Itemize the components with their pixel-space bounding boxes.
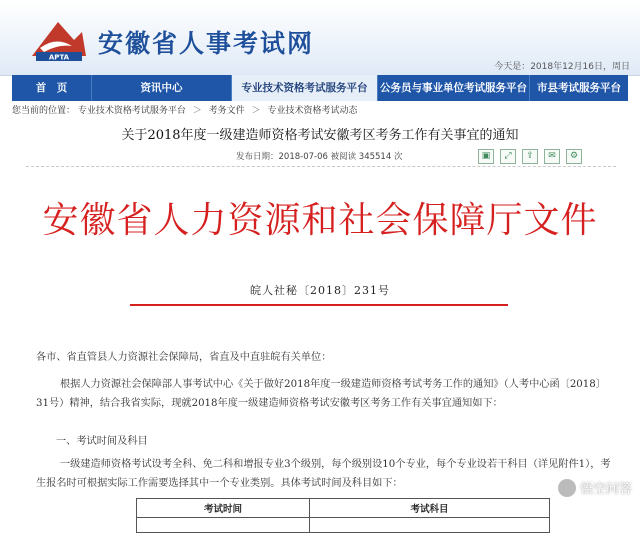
article-meta-row [26, 146, 616, 167]
article-meta: 发布日期：2018-07-06 被阅读 345514 次 [236, 152, 403, 162]
breadcrumb [12, 103, 357, 116]
site-logo[interactable] [28, 18, 90, 62]
red-divider [130, 304, 508, 306]
nav-professional-exams[interactable]: 专业技术资格考试服务平台 [232, 75, 378, 101]
body-paragraph: 一级建造师资格考试设考全科、免二科和增报专业3个级别，每个级别设10个专业，每个专业设若干科目（详见附件1），考生报名时可根据实际工作需要选择其中一个专业类别。具体考试时间及科目如下： [36, 459, 611, 489]
table-header-subject: 考试科目 [310, 499, 550, 518]
section-heading: 一、考试时间及科目 [56, 436, 148, 447]
document-header: 安徽省人力资源和社会保障厅文件 [42, 200, 598, 241]
salutation: 各市、省直管县人力资源社会保障局，省直及中直驻皖有关单位： [36, 352, 332, 363]
article-title: 关于2018年度一级建造师资格考试安徽考区考务工作有关事宜的通知 [121, 128, 519, 143]
breadcrumb-item[interactable]: 考务文件 [208, 106, 245, 116]
current-date: 今天是：2018年12月16日，周日 [494, 62, 630, 72]
share-icon[interactable]: ⇪ [522, 149, 538, 164]
document-number: 皖人社秘〔2018〕231号 [250, 284, 390, 297]
breadcrumb-item[interactable]: 专业技术资格考试服务平台 [77, 106, 186, 116]
comment-icon[interactable]: ✉ [544, 149, 560, 164]
settings-icon[interactable]: ⚙ [566, 149, 582, 164]
wukong-icon [558, 479, 576, 497]
nav-county-exams[interactable]: 市县考试服务平台 [537, 82, 621, 94]
nav-news[interactable]: 资讯中心 [92, 75, 232, 101]
exam-schedule-table [136, 498, 550, 533]
site-title[interactable]: 安徽省人事考试网 [98, 29, 315, 58]
logo-text: APTA [48, 53, 70, 62]
table-header-row [137, 499, 550, 518]
nav-home[interactable]: 首 页 [12, 75, 92, 101]
table-row [137, 518, 550, 533]
print-icon[interactable]: ▣ [478, 149, 494, 164]
nav-civil-service-exams[interactable]: 公务员与事业单位考试服务平台 [378, 75, 530, 101]
breadcrumb-item[interactable]: 专业技术资格考试动态 [267, 106, 358, 116]
watermark-text: 悟空问答 [579, 482, 632, 497]
main-nav [12, 75, 628, 101]
table-header-time: 考试时间 [137, 499, 310, 518]
breadcrumb-prefix: 您当前的位置： [12, 106, 76, 116]
expand-icon[interactable]: ⤢ [500, 149, 516, 164]
site-header [0, 0, 640, 76]
body-paragraph: 根据人力资源社会保障部人事考试中心《关于做好2018年度一级建造师资格考试考务工作的通知》（人考中心函〔2018〕31号）精神，结合我省实际，现就2018年度一级建造师资格考试安徽考区考务工作有关事宜通知如下： [36, 379, 606, 409]
article-tools [478, 149, 582, 164]
breadcrumb-separator: ＞ [251, 106, 261, 116]
watermark [558, 478, 632, 497]
breadcrumb-separator: ＞ [192, 106, 202, 116]
